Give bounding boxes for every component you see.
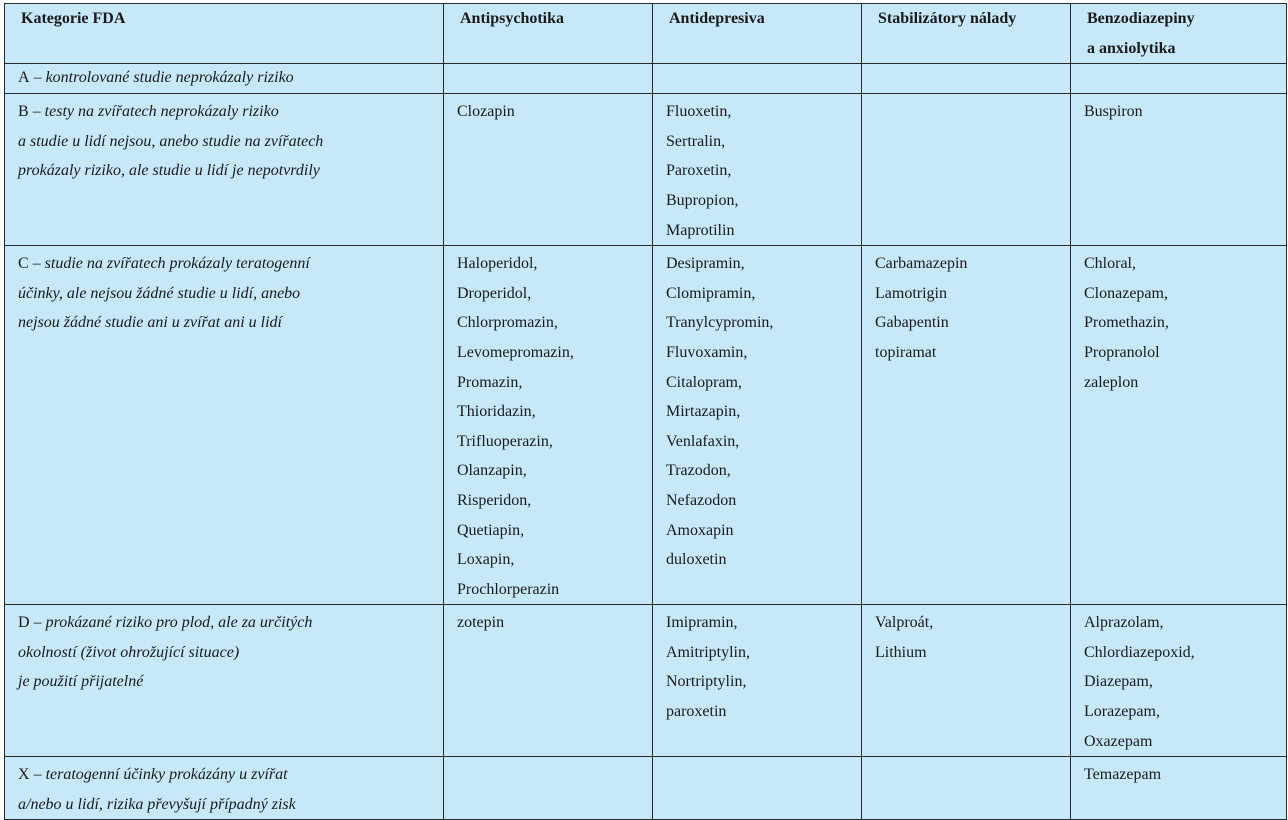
table-row bbox=[5, 94, 1287, 246]
drug-name: Trifluoperazin, bbox=[457, 432, 553, 450]
drug-cell-stabilizatory bbox=[862, 757, 1071, 820]
drug-cell-benzodiazepiny bbox=[1071, 64, 1287, 94]
category-cell bbox=[5, 64, 444, 94]
drug-name: Droperidol, bbox=[457, 284, 532, 302]
category-letter: X bbox=[18, 766, 30, 784]
drug-name: Amoxapin bbox=[666, 521, 734, 539]
category-text: – studie na zvířatech prokázaly teratogenní bbox=[32, 255, 310, 273]
drug-name: Nefazodon bbox=[666, 491, 737, 509]
drug-name: Lithium bbox=[875, 643, 927, 661]
drug-cell-benzodiazepiny bbox=[1071, 246, 1287, 605]
drug-cell-antidepresiva bbox=[653, 94, 862, 246]
category-text: okolností (život ohrožující situace) bbox=[18, 643, 240, 661]
drug-name: paroxetin bbox=[666, 703, 727, 721]
category-cell bbox=[5, 94, 444, 246]
category-text: – testy na zvířatech neprokázaly riziko bbox=[32, 103, 279, 121]
drug-name: Trazodon, bbox=[666, 462, 731, 480]
drug-name: Paroxetin, bbox=[666, 162, 732, 180]
drug-name: Maprotilin bbox=[666, 221, 735, 239]
drug-name: Tranylcypromin, bbox=[666, 314, 774, 332]
drug-name: Haloperidol, bbox=[457, 255, 538, 273]
category-cell bbox=[5, 605, 444, 757]
drug-cell-antipsychotika bbox=[444, 757, 653, 820]
drug-name: Sertralin, bbox=[666, 132, 726, 150]
drug-name: Amitriptylin, bbox=[666, 643, 750, 661]
category-text: je použití přijatelné bbox=[18, 673, 144, 691]
drug-name: Desipramin, bbox=[666, 255, 745, 273]
drug-name: Bupropion, bbox=[666, 191, 739, 209]
drug-name: Risperidon, bbox=[457, 491, 532, 509]
drug-cell-benzodiazepiny bbox=[1071, 757, 1287, 820]
drug-name: Diazepam, bbox=[1084, 673, 1153, 691]
header-kategorie: Kategorie FDA bbox=[5, 4, 444, 64]
drug-name: Prochlorperazin bbox=[457, 580, 560, 598]
drug-cell-antidepresiva bbox=[653, 605, 862, 757]
drug-name: Carbamazepin bbox=[875, 255, 968, 273]
drug-name: Levomepromazin, bbox=[457, 343, 574, 361]
fda-categories-table bbox=[4, 3, 1287, 820]
drug-cell-stabilizatory bbox=[862, 64, 1071, 94]
drug-name: Lamotrigin bbox=[875, 284, 947, 302]
category-text: nejsou žádné studie ani u zvířat ani u lidí bbox=[18, 314, 282, 332]
drug-name: Chloral, bbox=[1084, 255, 1136, 273]
drug-name: Clomipramin, bbox=[666, 284, 756, 302]
drug-cell-antipsychotika bbox=[444, 64, 653, 94]
table-row bbox=[5, 246, 1287, 605]
drug-name: Temazepam bbox=[1084, 766, 1162, 784]
drug-name: zotepin bbox=[457, 614, 505, 632]
table-row bbox=[5, 605, 1287, 757]
category-letter: D bbox=[18, 614, 30, 632]
drug-cell-stabilizatory bbox=[862, 246, 1071, 605]
drug-cell-antidepresiva bbox=[653, 64, 862, 94]
drug-name: Oxazepam bbox=[1084, 732, 1153, 750]
drug-cell-antidepresiva bbox=[653, 757, 862, 820]
header-benzodiazepiny: Benzodiazepiny a anxiolytika bbox=[1071, 4, 1287, 64]
drug-name: Loxapin, bbox=[457, 551, 515, 569]
drug-name: Gabapentin bbox=[875, 314, 949, 332]
drug-name: Promethazin, bbox=[1084, 314, 1169, 332]
drug-cell-stabilizatory bbox=[862, 94, 1071, 246]
drug-cell-stabilizatory bbox=[862, 605, 1071, 757]
drug-name: Venlafaxin, bbox=[666, 432, 740, 450]
header-antipsychotika: Antipsychotika bbox=[444, 4, 653, 64]
category-letter: B bbox=[18, 103, 29, 121]
drug-name: Nortriptylin, bbox=[666, 673, 747, 691]
drug-name: topiramat bbox=[875, 343, 937, 361]
header-row bbox=[5, 4, 1287, 64]
category-letter: A bbox=[18, 69, 30, 87]
table-row bbox=[5, 64, 1287, 94]
category-cell bbox=[5, 246, 444, 605]
category-text: a/nebo u lidí, rizika převyšují případný zisk bbox=[18, 795, 296, 813]
category-text: – teratogenní účinky prokázány u zvířat bbox=[33, 766, 288, 784]
drug-cell-antidepresiva bbox=[653, 246, 862, 605]
drug-name: Clonazepam, bbox=[1084, 284, 1168, 302]
drug-name: Quetiapin, bbox=[457, 521, 525, 539]
drug-name: Citalopram, bbox=[666, 373, 742, 391]
category-text: – prokázané riziko pro plod, ale za určitých bbox=[33, 614, 313, 632]
category-text: prokázaly riziko, ale studie u lidí je nepotvrdily bbox=[18, 162, 320, 180]
drug-name: Imipramin, bbox=[666, 614, 738, 632]
drug-name: zaleplon bbox=[1084, 373, 1139, 391]
drug-cell-benzodiazepiny bbox=[1071, 94, 1287, 246]
drug-name: Fluoxetin, bbox=[666, 103, 732, 121]
drug-name: Propranolol bbox=[1084, 343, 1160, 361]
drug-cell-benzodiazepiny bbox=[1071, 605, 1287, 757]
drug-name: Alprazolam, bbox=[1084, 614, 1164, 632]
drug-name: Chlordiazepoxid, bbox=[1084, 643, 1195, 661]
table-row bbox=[5, 757, 1287, 820]
drug-name: Valproát, bbox=[875, 614, 934, 632]
drug-name: Mirtazapin, bbox=[666, 403, 741, 421]
header-stabilizatory: Stabilizátory nálady bbox=[862, 4, 1071, 64]
drug-cell-antipsychotika bbox=[444, 94, 653, 246]
drug-name: Lorazepam, bbox=[1084, 703, 1160, 721]
drug-name: Chlorpromazin, bbox=[457, 314, 558, 332]
category-text: a studie u lidí nejsou, anebo studie na zvířatech bbox=[18, 132, 324, 150]
drug-name: Clozapin bbox=[457, 103, 515, 121]
drug-name: Thioridazin, bbox=[457, 403, 536, 421]
drug-name: duloxetin bbox=[666, 551, 727, 569]
drug-name: Buspiron bbox=[1084, 103, 1143, 121]
drug-name: Olanzapin, bbox=[457, 462, 527, 480]
category-letter: C bbox=[18, 255, 29, 273]
drug-name: Fluvoxamin, bbox=[666, 343, 748, 361]
category-text: – kontrolované studie neprokázaly riziko bbox=[33, 69, 294, 87]
drug-cell-antipsychotika bbox=[444, 246, 653, 605]
header-antidepresiva: Antidepresiva bbox=[653, 4, 862, 64]
drug-cell-antipsychotika bbox=[444, 605, 653, 757]
category-text: účinky, ale nejsou žádné studie u lidí, anebo bbox=[18, 284, 301, 302]
drug-name: Promazin, bbox=[457, 373, 523, 391]
category-cell bbox=[5, 757, 444, 820]
